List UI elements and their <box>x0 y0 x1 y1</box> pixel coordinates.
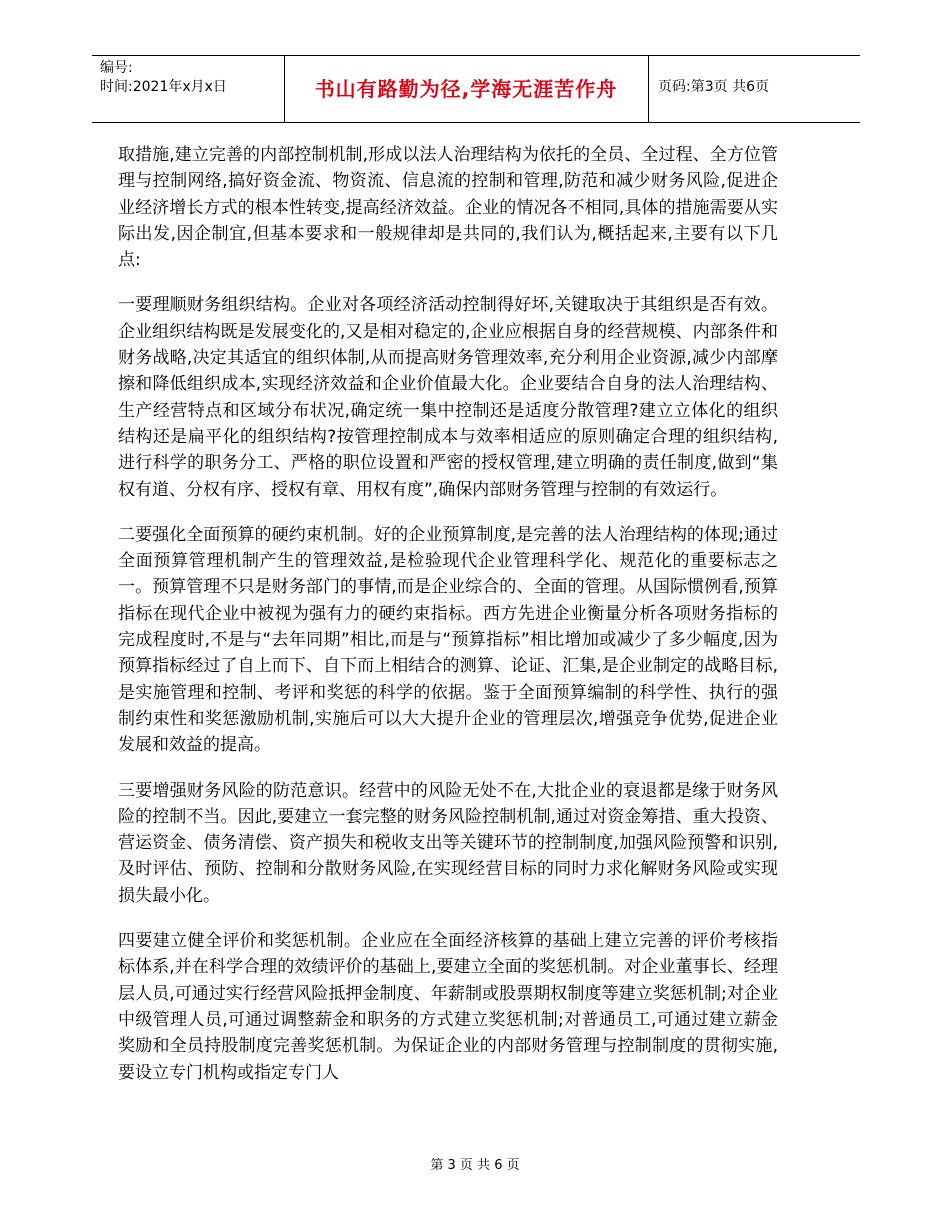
header-page-info: 页码:第3页 共6页 <box>658 79 769 95</box>
header-motto: 书山有路勤为径,学海无涯苦作舟 <box>314 77 618 101</box>
page-header <box>92 55 860 123</box>
body-paragraph: 一要理顺财务组织结构。企业对各项经济活动控制得好坏,关键取决于其组织是否有效。企业组织结构既是发展变化的,又是相对稳定的,企业应根据自身的经营规模、内部条件和财务战略,决定其适宜的组织体制,从而提高财务管理效率,充分利用企业资源,减少内部摩擦和降低组织成本,实现经济效益和企业价值最大化。企业要结合自身的法人治理结构、生产经营特点和区域分布状况,确定统一集中控制还是适度分散管理?建立立体化的组织结构还是扁平化的组织结构?按管理控制成本与效率相适应的原则确定合理的组织结构,进行科学的职务分工、严格的职位设置和严密的授权管理,建立明确的责任制度,做到“集权有道、分权有序、授权有章、用权有度”,确保内部财务管理与控制的有效运行。 <box>118 295 778 500</box>
document-number-label: 编号: <box>100 60 133 76</box>
document-time-label: 时间:2021年x月x日 <box>100 79 227 95</box>
body-paragraph: 二要强化全面预算的硬约束机制。好的企业预算制度,是完善的法人治理结构的体现;通过全面预算管理机制产生的管理效益,是检验现代企业管理科学化、规范化的重要标志之一。预算管理不只是财务部门的事情,而是企业综合的、全面的管理。从国际惯例看,预算指标在现代企业中被视为强有力的硬约束指标。西方先进企业衡量分析各项财务指标的完成程度时,不是与“去年同期”相比,而是与“预算指标”相比增加或减少了多少幅度,因为预算指标经过了自上而下、自下而上相结合的测算、论证、汇集,是企业制定的战略目标,是实施管理和控制、考评和奖惩的科学的依据。鉴于全面预算编制的科学性、执行的强制约束性和奖惩激励机制,实施后可以大大提升企业的管理层次,增强竞争优势,促进企业发展和效益的提高。 <box>118 524 778 756</box>
body-paragraph: 三要增强财务风险的防范意识。经营中的风险无处不在,大批企业的衰退都是缘于财务风险的控制不当。因此,要建立一套完整的财务风险控制机制,通过对资金筹措、重大投资、营运资金、债务清偿、资产损失和税收支出等关键环节的控制制度,加强风险预警和识别,及时评估、预防、控制和分散财务风险,在实现经营目标的同时力求化解财务风险或实现损失最小化。 <box>118 780 778 906</box>
body-paragraph: 四要建立健全评价和奖惩机制。企业应在全面经济核算的基础上建立完善的评价考核指标体系,并在科学合理的效绩评价的基础上,要建立全面的奖惩机制。对企业董事长、经理层人员,可通过实行经营风险抵押金制度、年薪制或股票期权制度等建立奖惩机制;对企业中级管理人员,可通过调整薪金和职务的方式建立奖惩机制;对普通员工,可通过建立薪金奖励和全员持股制度完善奖惩机制。为保证企业的内部财务管理与控制制度的贯彻实施,要设立专门机构或指定专门人 <box>118 931 778 1083</box>
document-body <box>118 142 778 1086</box>
page-footer: 第 3 页 共 6 页 <box>430 1158 520 1173</box>
body-paragraph: 取措施,建立完善的内部控制机制,形成以法人治理结构为依托的全员、全过程、全方位管理与控制网络,搞好资金流、物资流、信息流的控制和管理,防范和减少财务风险,促进企业经济增长方式的根本性转变,提高经济效益。企业的情况各不相同,具体的措施需要从实际出发,因企制宜,但基本要求和一般规律却是共同的,我们认为,概括起来,主要有以下几点: <box>118 145 778 271</box>
header-divider <box>648 56 649 122</box>
